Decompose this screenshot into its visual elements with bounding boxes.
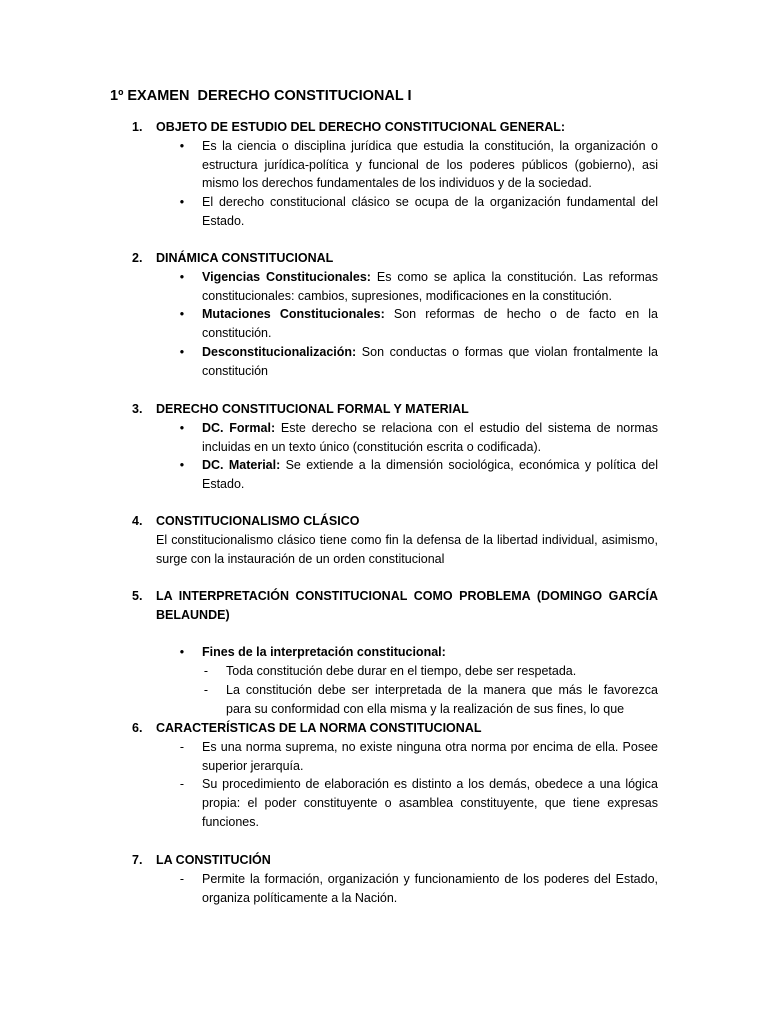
list-item — [179, 305, 658, 343]
list-item — [179, 343, 658, 381]
dash-marker: - — [203, 664, 209, 679]
list-item — [179, 268, 659, 306]
section-heading: DINÁMICA CONSTITUCIONAL — [156, 251, 334, 265]
section-6 — [0, 719, 768, 832]
list-item-text: Permite la formación, organización y funcionamiento de los poderes del Estado, organiza políticamente a la Nación. — [202, 871, 658, 905]
section-number: 5. — [132, 589, 143, 603]
term-label: Fines de la interpretación constitucional: — [202, 645, 446, 660]
list-item-text: Son conductas o formas que violan frontalmente la constitución — [202, 344, 658, 378]
section-3 — [0, 400, 768, 494]
list-item — [179, 137, 658, 193]
list-item-text: Su procedimiento de elaboración es distinto a los demás, obedece a una lógica propia: el poder constituyente o asamblea constituyente, que tiene expresas funciones. — [202, 777, 658, 829]
dash-marker: - — [179, 739, 185, 754]
section-heading: LA CONSTITUCIÓN — [156, 853, 271, 867]
section-heading: OBJETO DE ESTUDIO DEL DERECHO CONSTITUCIONAL GENERAL: — [156, 120, 566, 134]
section-number: 7. — [132, 853, 143, 867]
list-item-text: Toda constitución debe durar en el tiempo, debe ser respetada. — [226, 664, 577, 679]
term-label: Mutaciones Constitucionales: — [202, 307, 385, 322]
bullet-marker: • — [179, 195, 185, 210]
section-number: 6. — [132, 721, 143, 735]
list-item — [179, 738, 658, 776]
list-item — [179, 456, 658, 494]
bullet-marker: • — [179, 420, 185, 435]
section-2 — [0, 249, 768, 381]
section-5 — [0, 587, 768, 719]
list-item — [179, 193, 658, 231]
list-item-text: El derecho constitucional clásico se ocupa de la organización fundamental del Estado. — [202, 195, 658, 228]
list-item-text: Es como se aplica la constitución. Las reformas constitucionales: cambios, supresiones, modificaciones en la constitución. — [202, 269, 659, 303]
section-number: 1. — [132, 120, 143, 134]
term-label: Vigencias Constitucionales: — [202, 269, 371, 284]
sub-list-item — [203, 681, 658, 719]
list-item-text: Este derecho se relaciona con el estudio del sistema de normas incluidas en un texto único (constitución escrita o codificada). — [202, 420, 658, 454]
sub-list-item — [203, 662, 658, 681]
section-number: 4. — [132, 514, 143, 528]
dash-marker: - — [179, 871, 185, 886]
list-item-text: Son reformas de hecho o de facto en la constitución. — [202, 307, 658, 341]
document-title: 1º EXAMEN DERECHO CONSTITUCIONAL I — [110, 88, 412, 104]
list-item — [179, 775, 658, 831]
bullet-marker: • — [179, 269, 185, 284]
dash-marker: - — [179, 777, 185, 792]
section-7 — [0, 851, 768, 907]
bullet-marker: • — [179, 344, 185, 359]
section-number: 2. — [132, 251, 143, 265]
list-item-text: Es la ciencia o disciplina jurídica que estudia la constitución, la organización o estructura jurídica-política y funcional de los poderes públicos (gobierno), asi mismo los derechos fundamentales de los individuos y de la sociedad. — [202, 138, 658, 191]
term-label: DC. Material: — [202, 458, 281, 473]
section-4 — [0, 512, 768, 568]
bullet-marker: • — [179, 645, 185, 660]
list-item-text: La constitución debe ser interpretada de la manera que más le favorezca para su conformidad con ella misma y la realización de sus fines, lo que — [226, 682, 658, 716]
list-item-text: Se extiende a la dimensión sociológica, económica y política del Estado. — [202, 458, 658, 492]
term-label: DC. Formal: — [202, 420, 276, 435]
section-paragraph: El constitucionalismo clásico tiene como fin la defensa de la libertad individual, asimismo, surge con la instauración de un orden constitucional — [156, 532, 658, 566]
section-heading: LA INTERPRETACIÓN CONSTITUCIONAL COMO PROBLEMA (DOMINGO GARCÍA BELAUNDE) — [156, 589, 658, 622]
list-item — [179, 870, 658, 908]
section-heading: CARACTERÍSTICAS DE LA NORMA CONSTITUCIONAL — [156, 721, 482, 735]
section-heading: CONSTITUCIONALISMO CLÁSICO — [156, 514, 360, 528]
list-item-text: Es una norma suprema, no existe ninguna otra norma por encima de ella. Posee superior jerarquía. — [202, 739, 658, 773]
bullet-marker: • — [179, 138, 185, 153]
section-heading: DERECHO CONSTITUCIONAL FORMAL Y MATERIAL — [156, 402, 469, 416]
bullet-marker: • — [179, 458, 185, 473]
list-item — [179, 419, 658, 457]
dash-marker: - — [203, 682, 209, 697]
section-number: 3. — [132, 402, 143, 416]
section-1 — [0, 118, 768, 231]
term-label: Desconstitucionalización: — [202, 344, 357, 359]
bullet-marker: • — [179, 307, 185, 322]
list-item — [179, 643, 658, 662]
